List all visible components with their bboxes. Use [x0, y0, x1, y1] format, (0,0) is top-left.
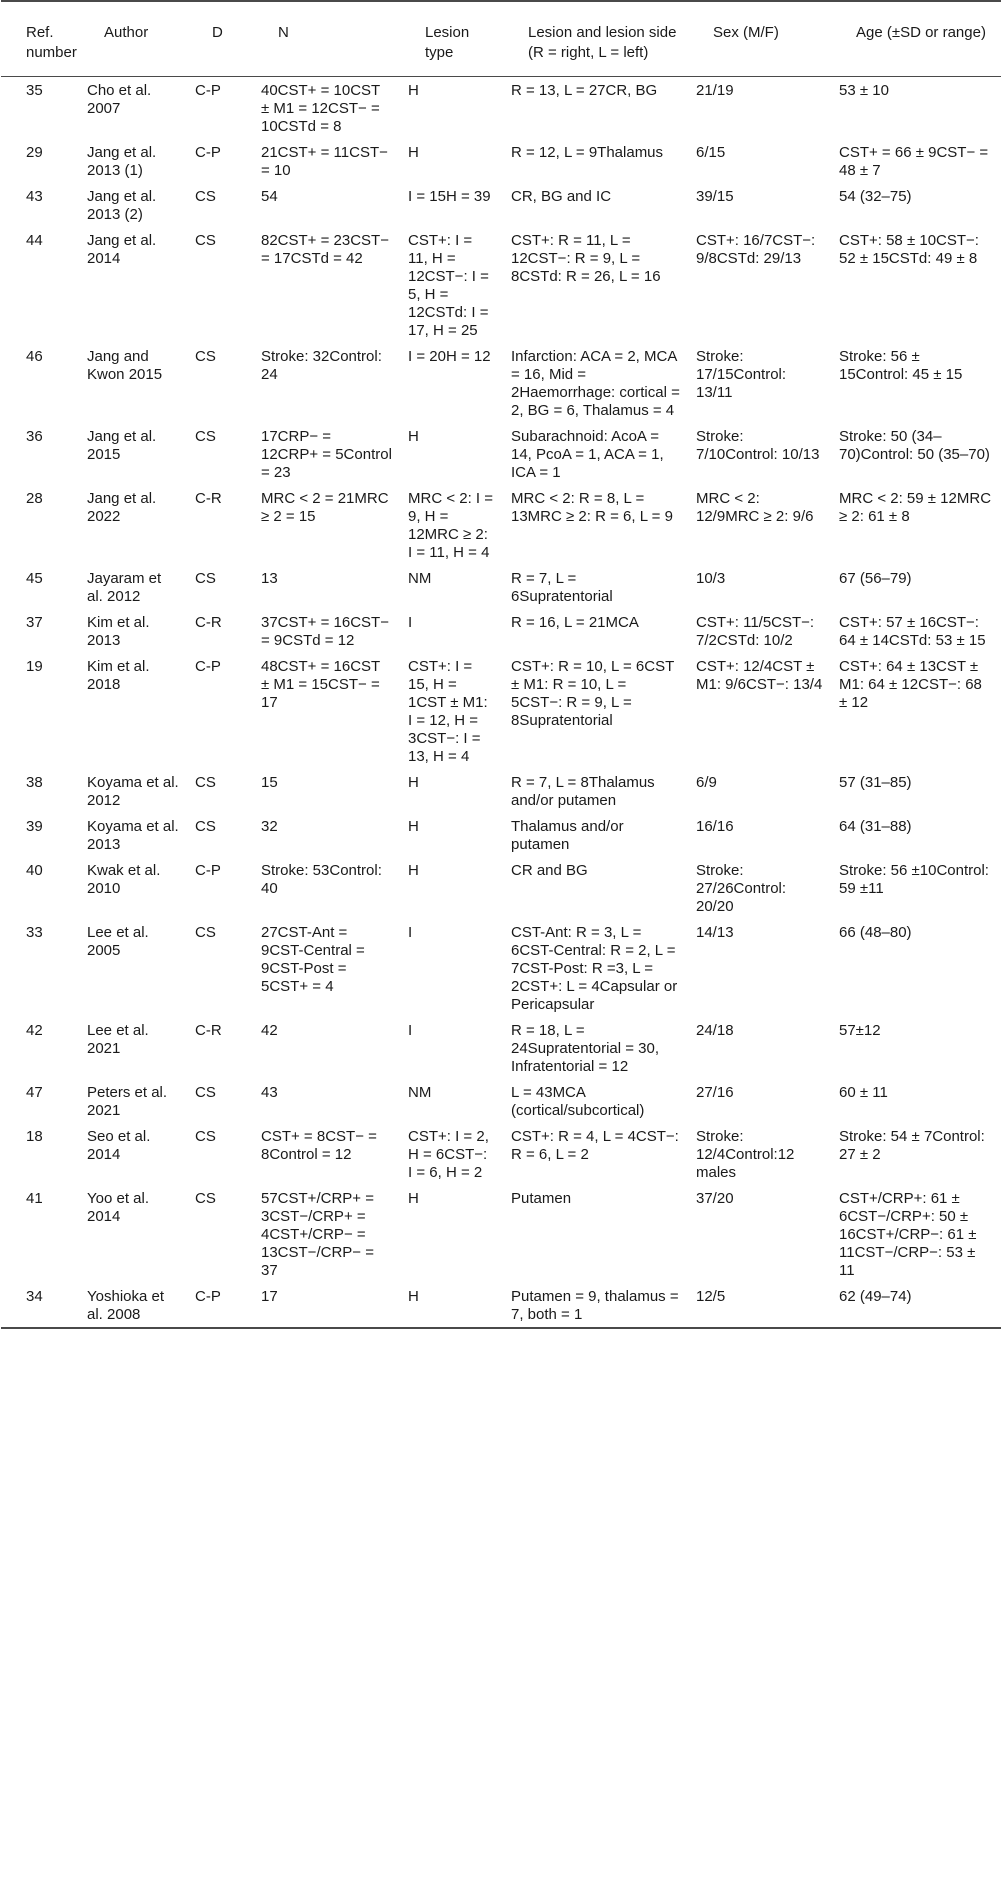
lesion-side-cell: R = 18, L = 24Supratentorial = 30, Infratentorial = 12 — [511, 1022, 660, 1075]
ref-number-cell: 18 — [26, 1128, 43, 1145]
design-cell: C-R — [195, 614, 222, 631]
sex-cell: CST+: 16/7CST−: 9/8CSTd: 29/13 — [696, 232, 816, 267]
header-sex: Sex (M/F) — [688, 1, 831, 77]
design-cell: CS — [195, 570, 216, 587]
ref-number-cell: 46 — [26, 348, 43, 365]
lesion-type-cell: CST+: I = 15, H = 1CST ± M1: I = 12, H = 3CST−: I = 13, H = 4 — [408, 658, 488, 765]
design-cell: C-P — [195, 658, 221, 675]
author-cell: Koyama et al. 2013 — [87, 818, 179, 853]
n-cell: MRC < 2 = 21MRC ≥ 2 = 15 — [261, 490, 389, 525]
sex-cell: Stroke: 7/10Control: 10/13 — [696, 428, 820, 463]
author-cell: Jang et al. 2015 — [87, 428, 157, 463]
age-cell: CST+ = 66 ± 9CST− = 48 ± 7 — [839, 144, 989, 179]
table-row — [1, 857, 1001, 919]
age-cell: 62 (49–74) — [839, 1288, 912, 1305]
lesion-side-cell: Putamen = 9, thalamus = 7, both = 1 — [511, 1288, 679, 1323]
table-row — [1, 653, 1001, 769]
age-cell: CST+: 57 ± 16CST−: 64 ± 14CSTd: 53 ± 15 — [839, 614, 986, 649]
n-cell: 37CST+ = 16CST− = 9CSTd = 12 — [261, 614, 389, 649]
sex-cell: 6/9 — [696, 774, 717, 791]
design-cell: CS — [195, 774, 216, 791]
lesion-side-cell: CR, BG and IC — [511, 188, 612, 205]
design-cell: C-P — [195, 862, 221, 879]
table-row — [1, 343, 1001, 423]
table-row — [1, 423, 1001, 485]
table-body — [1, 77, 1001, 1329]
table-row — [1, 1017, 1001, 1079]
age-cell: 57 (31–85) — [839, 774, 912, 791]
author-cell: Kim et al. 2018 — [87, 658, 150, 693]
ref-number-cell: 40 — [26, 862, 43, 879]
lesion-side-cell: MRC < 2: R = 8, L = 13MRC ≥ 2: R = 6, L = 9 — [511, 490, 673, 525]
lesion-type-cell: H — [408, 428, 419, 445]
ref-number-cell: 29 — [26, 144, 43, 161]
n-cell: CST+ = 8CST− = 8Control = 12 — [261, 1128, 377, 1163]
age-cell: 54 (32–75) — [839, 188, 912, 205]
design-cell: C-P — [195, 144, 221, 161]
sex-cell: 37/20 — [696, 1190, 734, 1207]
sex-cell: Stroke: 17/15Control: 13/11 — [696, 348, 787, 401]
lesion-side-cell: CST+: R = 4, L = 4CST−: R = 6, L = 2 — [511, 1128, 679, 1163]
table-row — [1, 769, 1001, 813]
design-cell: C-P — [195, 82, 221, 99]
ref-number-cell: 39 — [26, 818, 43, 835]
sex-cell: CST+: 12/4CST ± M1: 9/6CST−: 13/4 — [696, 658, 823, 693]
author-cell: Kim et al. 2013 — [87, 614, 150, 649]
header-age: Age (±SD or range) — [831, 1, 1001, 77]
sex-cell: 21/19 — [696, 82, 734, 99]
age-cell: 66 (48–80) — [839, 924, 912, 941]
author-cell: Jang et al. 2022 — [87, 490, 157, 525]
author-cell: Yoo et al. 2014 — [87, 1190, 149, 1225]
lesion-type-cell: H — [408, 82, 419, 99]
author-cell: Peters et al. 2021 — [87, 1084, 168, 1119]
age-cell: Stroke: 56 ±10Control: 59 ±11 — [839, 862, 989, 897]
author-cell: Jayaram et al. 2012 — [87, 570, 162, 605]
design-cell: C-R — [195, 1022, 222, 1039]
header-author: Author — [79, 1, 187, 77]
header-lesion-type: Lesion type — [400, 1, 503, 77]
lesion-type-cell: CST+: I = 2, H = 6CST−: I = 6, H = 2 — [408, 1128, 489, 1181]
age-cell: MRC < 2: 59 ± 12MRC ≥ 2: 61 ± 8 — [839, 490, 992, 525]
lesion-side-cell: CR and BG — [511, 862, 588, 879]
table-row — [1, 565, 1001, 609]
lesion-type-cell: H — [408, 144, 419, 161]
table-row — [1, 919, 1001, 1017]
age-cell: 67 (56–79) — [839, 570, 912, 587]
age-cell: CST+/CRP+: 61 ± 6CST−/CRP+: 50 ± 16CST+/CRP−: 61 ± 11CST−/CRP−: 53 ± 11 — [839, 1190, 977, 1279]
author-cell: Jang et al. 2013 (1) — [87, 144, 157, 179]
design-cell: CS — [195, 1190, 216, 1207]
design-cell: C-P — [195, 1288, 221, 1305]
n-cell: Stroke: 53Control: 40 — [261, 862, 382, 897]
design-cell: CS — [195, 188, 216, 205]
ref-number-cell: 47 — [26, 1084, 43, 1101]
n-cell: 82CST+ = 23CST− = 17CSTd = 42 — [261, 232, 389, 267]
lesion-type-cell: I — [408, 924, 413, 941]
n-cell: 27CST-Ant = 9CST-Central = 9CST-Post = 5CST+ = 4 — [261, 924, 365, 995]
table-row — [1, 1079, 1001, 1123]
author-cell: Yoshioka et al. 2008 — [87, 1288, 165, 1323]
table-row — [1, 813, 1001, 857]
design-cell: CS — [195, 1084, 216, 1101]
table-row — [1, 1283, 1001, 1328]
header-design: D — [187, 1, 253, 77]
author-cell: Lee et al. 2005 — [87, 924, 149, 959]
lesion-type-cell: H — [408, 1288, 419, 1305]
design-cell: CS — [195, 1128, 216, 1145]
n-cell: 21CST+ = 11CST− = 10 — [261, 144, 388, 179]
n-cell: 32 — [261, 818, 278, 835]
lesion-side-cell: R = 7, L = 8Thalamus and/or putamen — [511, 774, 655, 809]
author-cell: Seo et al. 2014 — [87, 1128, 151, 1163]
ref-number-cell: 36 — [26, 428, 43, 445]
lesion-side-cell: R = 7, L = 6Supratentorial — [511, 570, 613, 605]
ref-number-cell: 45 — [26, 570, 43, 587]
sex-cell: 12/5 — [696, 1288, 726, 1305]
lesion-type-cell: NM — [408, 570, 432, 587]
n-cell: Stroke: 32Control: 24 — [261, 348, 382, 383]
n-cell: 40CST+ = 10CST ± M1 = 12CST− = 10CSTd = 8 — [261, 82, 380, 135]
ref-number-cell: 33 — [26, 924, 43, 941]
n-cell: 43 — [261, 1084, 278, 1101]
age-cell: CST+: 58 ± 10CST−: 52 ± 15CSTd: 49 ± 8 — [839, 232, 979, 267]
lesion-type-cell: H — [408, 818, 419, 835]
lesion-side-cell: CST+: R = 10, L = 6CST ± M1: R = 10, L = 5CST−: R = 9, L = 8Supratentorial — [511, 658, 674, 729]
author-cell: Kwak et al. 2010 — [87, 862, 161, 897]
lesion-type-cell: CST+: I = 11, H = 12CST−: I = 5, H = 12CSTd: I = 17, H = 25 — [408, 232, 489, 339]
age-cell: 57±12 — [839, 1022, 881, 1039]
ref-number-cell: 42 — [26, 1022, 43, 1039]
ref-number-cell: 37 — [26, 614, 43, 631]
author-cell: Cho et al. 2007 — [87, 82, 152, 117]
table-row — [1, 183, 1001, 227]
header-ref-number: Ref. number — [1, 1, 79, 77]
lesion-type-cell: H — [408, 774, 419, 791]
n-cell: 42 — [261, 1022, 278, 1039]
design-cell: CS — [195, 818, 216, 835]
sex-cell: 16/16 — [696, 818, 734, 835]
table-row — [1, 485, 1001, 565]
table-header-row — [1, 1, 1001, 77]
table-row — [1, 227, 1001, 343]
table-row — [1, 139, 1001, 183]
sex-cell: 10/3 — [696, 570, 726, 587]
lesion-type-cell: I — [408, 1022, 413, 1039]
ref-number-cell: 43 — [26, 188, 43, 205]
lesion-side-cell: Infarction: ACA = 2, MCA = 16, Mid = 2Haemorrhage: cortical = 2, BG = 6, Thalamus = 4 — [511, 348, 680, 419]
sex-cell: 14/13 — [696, 924, 734, 941]
lesion-side-cell: R = 13, L = 27CR, BG — [511, 82, 658, 99]
age-cell: 64 (31–88) — [839, 818, 912, 835]
lesion-type-cell: H — [408, 1190, 419, 1207]
lesion-type-cell: I — [408, 614, 413, 631]
author-cell: Jang et al. 2013 (2) — [87, 188, 157, 223]
design-cell: CS — [195, 428, 216, 445]
age-cell: Stroke: 56 ± 15Control: 45 ± 15 — [839, 348, 963, 383]
sex-cell: Stroke: 12/4Control:12 males — [696, 1128, 795, 1181]
ref-number-cell: 44 — [26, 232, 43, 249]
table-row — [1, 77, 1001, 140]
age-cell: 60 ± 11 — [839, 1084, 888, 1101]
design-cell: C-R — [195, 490, 222, 507]
design-cell: CS — [195, 924, 216, 941]
lesion-side-cell: CST-Ant: R = 3, L = 6CST-Central: R = 2, L = 7CST-Post: R =3, L = 2CST+: L = 4Capsular or Pericapsular — [511, 924, 678, 1013]
table-row — [1, 1123, 1001, 1185]
sex-cell: 6/15 — [696, 144, 726, 161]
author-cell: Koyama et al. 2012 — [87, 774, 179, 809]
design-cell: CS — [195, 348, 216, 365]
age-cell: Stroke: 54 ± 7Control: 27 ± 2 — [839, 1128, 985, 1163]
table-row — [1, 609, 1001, 653]
lesion-side-cell: CST+: R = 11, L = 12CST−: R = 9, L = 8CSTd: R = 26, L = 16 — [511, 232, 661, 285]
sex-cell: 39/15 — [696, 188, 734, 205]
author-cell: Jang et al. 2014 — [87, 232, 157, 267]
age-cell: Stroke: 50 (34–70)Control: 50 (35–70) — [839, 428, 990, 463]
n-cell: 57CST+/CRP+ = 3CST−/CRP+ = 4CST+/CRP− = 13CST−/CRP− = 37 — [261, 1190, 374, 1279]
author-cell: Jang and Kwon 2015 — [87, 348, 163, 383]
sex-cell: Stroke: 27/26Control: 20/20 — [696, 862, 787, 915]
age-cell: CST+: 64 ± 13CST ± M1: 64 ± 12CST−: 68 ± 12 — [839, 658, 982, 711]
lesion-side-cell: Subarachnoid: AcoA = 14, PcoA = 1, ACA = 1, ICA = 1 — [511, 428, 664, 481]
lesion-type-cell: H — [408, 862, 419, 879]
ref-number-cell: 38 — [26, 774, 43, 791]
ref-number-cell: 35 — [26, 82, 43, 99]
ref-number-cell: 28 — [26, 490, 43, 507]
lesion-side-cell: Putamen — [511, 1190, 572, 1207]
ref-number-cell: 34 — [26, 1288, 43, 1305]
n-cell: 15 — [261, 774, 278, 791]
sex-cell: MRC < 2: 12/9MRC ≥ 2: 9/6 — [696, 490, 814, 525]
lesion-type-cell: MRC < 2: I = 9, H = 12MRC ≥ 2: I = 11, H = 4 — [408, 490, 494, 561]
lesion-type-cell: I = 20H = 12 — [408, 348, 491, 365]
lesion-side-cell: R = 16, L = 21MCA — [511, 614, 639, 631]
n-cell: 13 — [261, 570, 278, 587]
table-row — [1, 1185, 1001, 1283]
lesion-side-cell: Thalamus and/or putamen — [511, 818, 624, 853]
ref-number-cell: 41 — [26, 1190, 43, 1207]
n-cell: 17 — [261, 1288, 278, 1305]
n-cell: 48CST+ = 16CST ± M1 = 15CST− = 17 — [261, 658, 380, 711]
lesion-type-cell: NM — [408, 1084, 432, 1101]
ref-number-cell: 19 — [26, 658, 43, 675]
n-cell: 54 — [261, 188, 278, 205]
sex-cell: CST+: 11/5CST−: 7/2CSTd: 10/2 — [696, 614, 815, 649]
author-cell: Lee et al. 2021 — [87, 1022, 149, 1057]
sex-cell: 24/18 — [696, 1022, 734, 1039]
header-n: N — [253, 1, 400, 77]
lesion-type-cell: I = 15H = 39 — [408, 188, 491, 205]
header-lesion-side: Lesion and lesion side (R = right, L = left) — [503, 1, 688, 77]
n-cell: 17CRP− = 12CRP+ = 5Control = 23 — [261, 428, 392, 481]
age-cell: 53 ± 10 — [839, 82, 889, 99]
study-table — [1, 0, 1001, 1329]
lesion-side-cell: L = 43MCA (cortical/subcortical) — [511, 1084, 645, 1119]
design-cell: CS — [195, 232, 216, 249]
lesion-side-cell: R = 12, L = 9Thalamus — [511, 144, 664, 161]
sex-cell: 27/16 — [696, 1084, 734, 1101]
